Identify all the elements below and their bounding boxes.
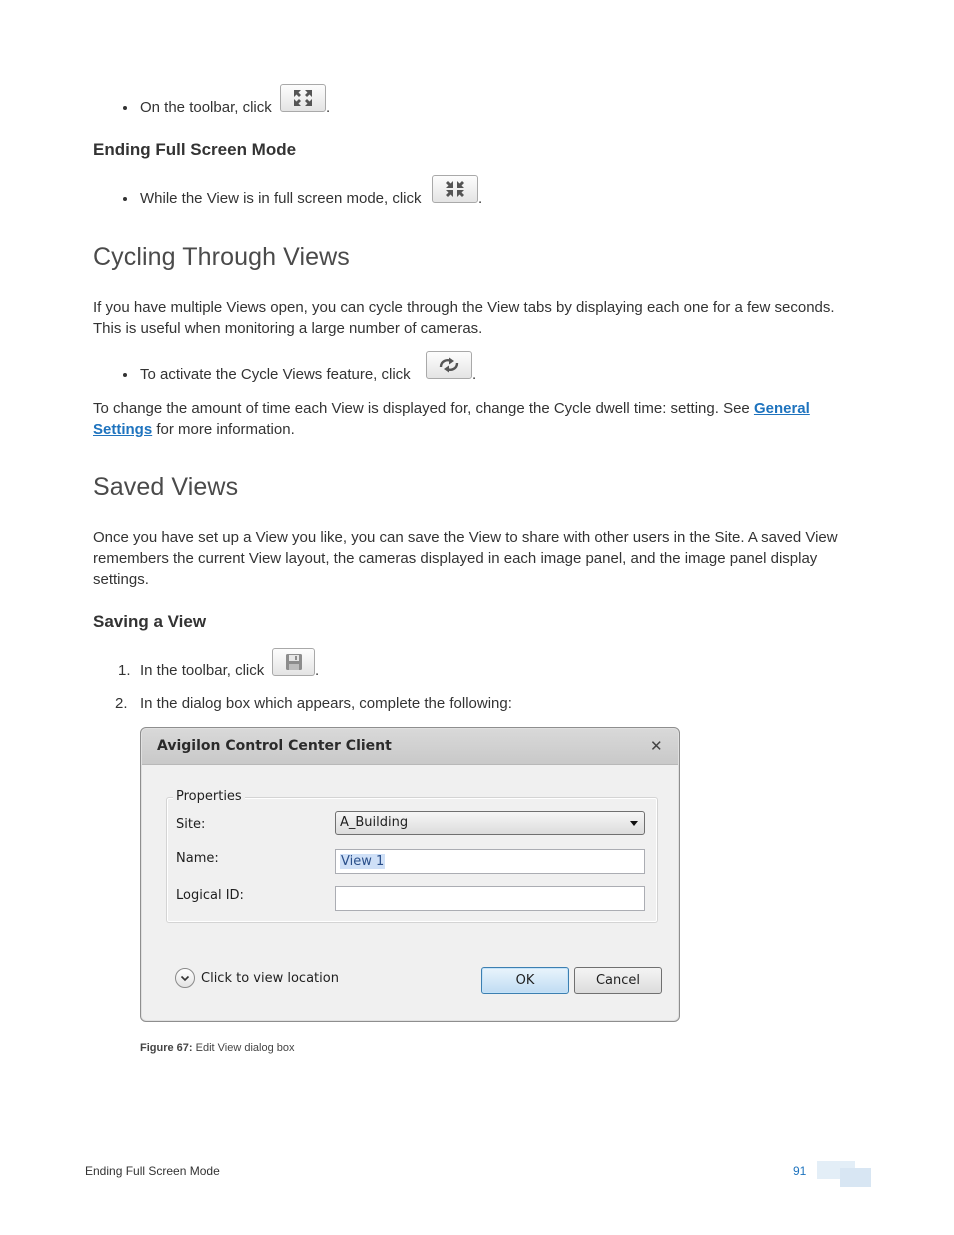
figure-caption [140,1042,295,1054]
bullet-marker [123,197,127,201]
dwell-text: To change the amount of time each View is displayed for, change the Cycle dwell time: setting. See [93,400,750,417]
dwell-text: for more information. [156,421,295,438]
exit-fullscreen-button[interactable] [432,175,478,203]
step-number: 2. [115,695,128,712]
location-toggle-label[interactable]: Click to view location [201,971,339,986]
site-select-value: A_Building [340,815,409,830]
fullscreen-button[interactable] [280,84,326,112]
chevron-down-icon [176,969,194,987]
figure-label: Figure 67: [140,1042,193,1054]
logical-id-label: Logical ID: [176,888,244,903]
general-settings-link[interactable]: General [753,400,810,417]
ending-fullscreen-heading: Ending Full Screen Mode [93,140,297,159]
bullet-text: To activate the Cycle Views feature, click [140,366,411,383]
footer-section-name: Ending Full Screen Mode [85,1164,220,1178]
cycling-views-heading: Cycling Through Views [93,243,350,271]
saved-paragraph-line: settings. [93,571,149,588]
saved-paragraph-line: Once you have set up a View you like, you can save the View to share with other users in the Site. A saved View [93,529,838,546]
name-input-value: View 1 [341,854,385,869]
cycling-paragraph-line: This is useful when monitoring a large number of cameras. [93,320,483,337]
dropdown-arrow-icon [630,821,638,826]
name-input[interactable] [335,849,645,874]
save-icon [285,653,303,671]
properties-legend: Properties [173,789,245,804]
step-text: In the dialog box which appears, complete the following: [140,695,512,712]
saved-views-heading: Saved Views [93,473,239,501]
cycle-views-button[interactable] [426,351,472,379]
fullscreen-icon [293,89,313,107]
dialog-title: Avigilon Control Center Client [157,738,392,754]
cycling-paragraph-line: If you have multiple Views open, you can cycle through the View tabs by displaying each one for a few seconds. [93,299,835,316]
name-label: Name: [176,851,219,866]
figure-text: Edit View dialog box [195,1042,295,1054]
cycle-views-icon [437,357,461,373]
dwell-paragraph-line-2 [93,419,295,440]
step-trailing: . [315,662,320,679]
site-select[interactable] [335,811,645,835]
page-number: 91 [793,1164,807,1178]
edit-view-dialog [140,727,680,1022]
save-view-button[interactable] [272,648,315,676]
step-text: In the toolbar, click [140,662,265,679]
cancel-button[interactable]: Cancel [574,967,662,994]
bullet-marker [123,106,127,110]
site-label: Site: [176,817,206,832]
saving-view-heading: Saving a View [93,612,207,631]
close-icon[interactable]: ✕ [650,737,663,755]
bullet-trailing: . [478,190,483,207]
general-settings-link[interactable]: Settings [93,421,153,438]
step-number: 1. [118,662,131,679]
bullet-trailing: . [326,99,331,116]
footer-tab-decoration [840,1168,871,1187]
location-toggle-button[interactable] [175,968,195,988]
bullet-trailing: . [472,366,477,383]
exit-fullscreen-icon [445,180,465,198]
ok-button[interactable]: OK [481,967,569,994]
bullet-marker [123,373,127,377]
bullet-text: On the toolbar, click [140,99,272,116]
logical-id-input[interactable] [335,886,645,911]
dialog-body [142,764,678,1020]
dwell-paragraph [93,398,853,419]
saved-paragraph-line: remembers the current View layout, the cameras displayed in each image panel, and the image panel display [93,550,818,567]
bullet-text: While the View is in full screen mode, click [140,190,422,207]
